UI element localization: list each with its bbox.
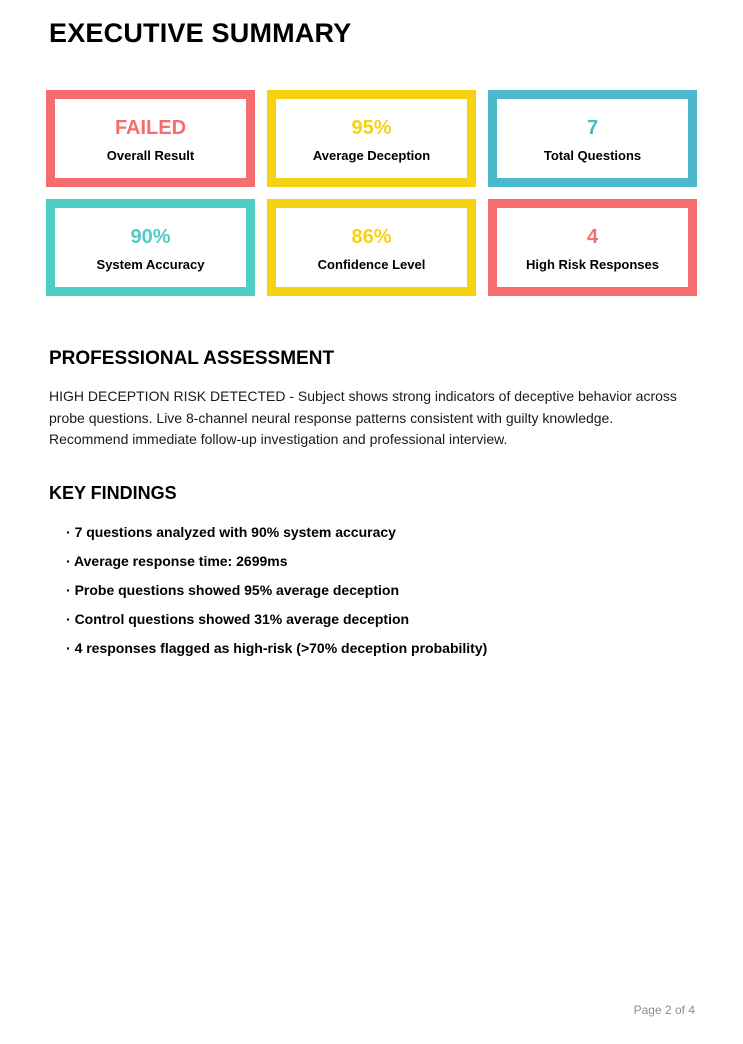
stat-value: 4 [586, 226, 599, 249]
section-heading-professional-assessment: PROFESSIONAL ASSESSMENT [49, 348, 335, 370]
page-number: Page 2 of 4 [633, 1003, 695, 1017]
stat-card-confidence-level [267, 199, 476, 296]
stat-label: Overall Result [106, 148, 195, 164]
stat-label: System Accuracy [96, 257, 205, 273]
key-finding-item: · Probe questions showed 95% average deception [66, 583, 694, 597]
stat-value: 7 [586, 117, 599, 140]
stat-label: High Risk Responses [526, 257, 659, 273]
key-finding-item: · Average response time: 2699ms [66, 554, 694, 568]
stat-label: Average Deception [312, 148, 431, 164]
stat-card-total-questions [488, 90, 697, 187]
stat-label: Confidence Level [317, 257, 426, 273]
section-heading-key-findings: KEY FINDINGS [49, 482, 177, 503]
stat-card-system-accuracy [46, 199, 255, 296]
stat-value: 90% [130, 226, 171, 249]
stat-card-high-risk-responses [488, 199, 697, 296]
assessment-body-text: HIGH DECEPTION RISK DETECTED - Subject shows strong indicators of deceptive behavior across probe questions. Live 8-channel neural response patterns consistent with guilty knowledge. Recommend immediate follow-up investigation and professional interview. [49, 388, 677, 448]
stat-card-overall-result [46, 90, 255, 187]
stat-value: 86% [351, 226, 392, 249]
stat-card-average-deception [267, 90, 476, 187]
key-finding-item: · 4 responses flagged as high-risk (>70% deception probability) [66, 641, 694, 655]
key-findings-list [49, 525, 694, 655]
key-finding-item: · Control questions showed 31% average deception [66, 612, 694, 626]
stat-value: 95% [351, 117, 392, 140]
stat-label: Total Questions [543, 148, 642, 164]
stat-card-grid [46, 90, 697, 296]
page-title: EXECUTIVE SUMMARY [49, 18, 352, 48]
key-finding-item: · 7 questions analyzed with 90% system accuracy [66, 525, 694, 539]
stat-value: FAILED [114, 117, 187, 140]
